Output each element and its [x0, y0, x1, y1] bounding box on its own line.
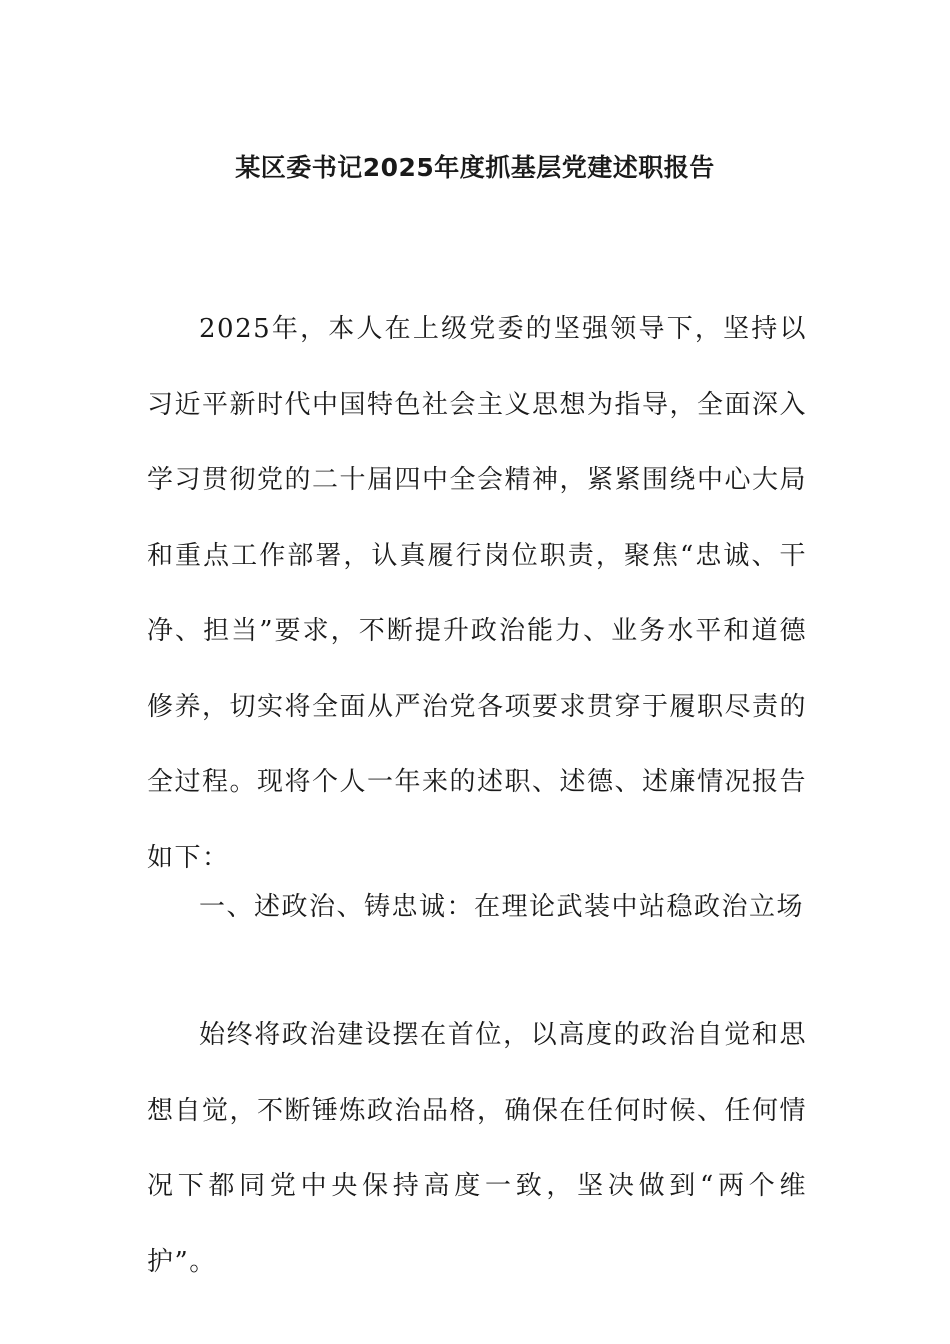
section-paragraph: 始终将政治建设摆在首位，以高度的政治自觉和思想自觉，不断锤炼政治品格，确保在任何时候、任何情况下都同党中央保持高度一致，坚决做到“两个维护”。 [147, 1020, 808, 1277]
intro-paragraph: 2025年，本人在上级党委的坚强领导下，坚持以习近平新时代中国特色社会主义思想为指导，全面深入学习贯彻党的二十届四中全会精神，紧紧围绕中心大局和重点工作部署，认真履行岗位职责，聚焦“忠诚、干净、担当”要求，不断提升政治能力、业务水平和道德修养，切实将全面从严治党各项要求贯穿于履职尽责的全过程。现将个人一年来的述职、述德、述廉情况报告如下： [147, 314, 808, 873]
section-heading: 一、述政治、铸忠诚：在理论武装中站稳政治立场 [199, 892, 805, 922]
document-title: 某区委书记2025年度抓基层党建述职报告 [235, 153, 715, 182]
